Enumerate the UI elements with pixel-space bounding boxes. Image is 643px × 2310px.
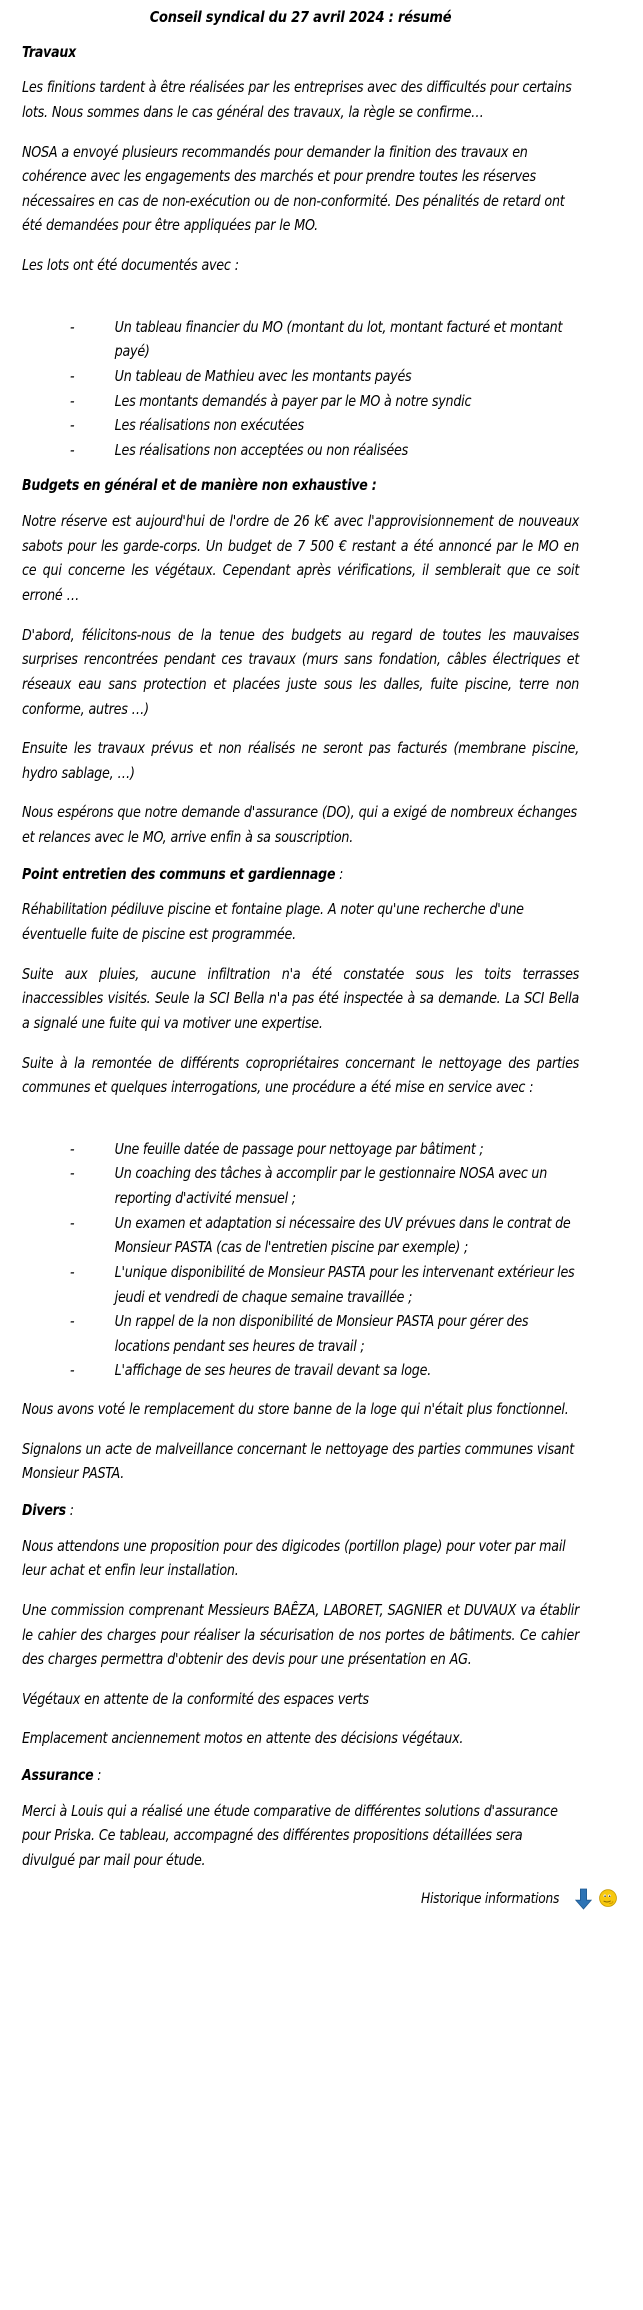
list-item-text: Un tableau de Mathieu avec les montants payés [114, 366, 412, 385]
list-item-text: Une feuille datée de passage pour nettoyage par bâtiment ; [114, 1139, 484, 1158]
document-section [22, 865, 621, 1486]
list-item-text: Les montants demandés à payer par le MO à notre syndic [114, 391, 472, 410]
paragraph: Nous espérons que notre demande d'assurance (DO), qui a exigé de nombreux échanges et relances avec le MO, arrive enfin à sa souscription. [22, 803, 577, 847]
paragraph: Les lots ont été documentés avec : [22, 256, 239, 275]
list-item-text: Les réalisations non acceptées ou non réalisées [114, 440, 408, 459]
paragraph: Une commission comprenant Messieurs BAÊZA, LABORET, SAGNIER et DUVAUX va établir le cahier des charges pour réaliser la sécurisation de nos portes de bâtiments. Ce cahier des charges permettra d'obtenir des devis pour une présentation en AG. [22, 1600, 580, 1669]
list-item-text: L'affichage de ses heures de travail devant sa loge. [114, 1361, 432, 1380]
paragraph: Suite aux pluies, aucune infiltration n'a été constatée sous les toits terrasses inaccessibles visités. Seule la SCI Bella n'a pas été inspectée à sa demande. La SCI Bella a signalé une fuite qui va motiver une expertise. [22, 964, 580, 1032]
list-bullet-dash: - [70, 1262, 75, 1281]
list-spacer [22, 1115, 621, 1137]
list-item [70, 438, 582, 463]
section-heading [22, 43, 579, 62]
list-bullet-dash: - [70, 1164, 75, 1183]
list-spacer [22, 293, 621, 315]
list-item-text: Un coaching des tâches à accomplir par le gestionnaire NOSA avec un reporting d'activité mensuel ; [114, 1164, 548, 1208]
document-section [22, 1766, 621, 1873]
list-bullet-dash: - [70, 440, 75, 459]
list-bullet-dash: - [70, 1139, 75, 1158]
list-item [70, 389, 582, 414]
list-item [70, 364, 582, 389]
list-item [70, 1137, 582, 1162]
list-item [70, 1161, 582, 1210]
section-heading-colon: : [335, 864, 344, 883]
list-item-text: L'unique disponibilité de Monsieur PASTA pour les intervenant extérieur les jeudi et vendredi de chaque semaine travaillée ; [114, 1262, 575, 1306]
document-section [22, 476, 621, 849]
list-bullet-dash: - [70, 1361, 75, 1380]
footer-label: Historique informations [421, 1890, 560, 1908]
paragraph: D'abord, félicitons-nous de la tenue des budgets au regard de toutes les mauvaises surprises rencontrées pendant ces travaux (murs sans fondation, câbles électriques et réseaux eau sans protection et placées juste sous les dalles, fuite piscine, terre non conforme, autres …) [22, 625, 580, 718]
list-item-text: Un examen et adaptation si nécessaire des UV prévues dans le contrat de Monsieur PASTA (cas de l'entretien piscine par exemple) ; [114, 1213, 571, 1257]
list-item [70, 1260, 582, 1309]
section-heading-text: Travaux [22, 42, 77, 61]
section-heading [22, 476, 579, 495]
list-item [70, 413, 582, 438]
paragraph: NOSA a envoyé plusieurs recommandés pour demander la finition des travaux en cohérence avec les engagements des marchés et pour prendre toutes les réserves nécessaires en cas de non-exécution ou de non-conformité. Des pénalités de retard ont été demandées pour être appliquées par le MO. [22, 142, 565, 235]
paragraph: Les finitions tardent à être réalisées par les entreprises avec des difficultés pour certains lots. Nous sommes dans le cas général des travaux, la règle se confirme… [22, 78, 572, 121]
paragraph: Emplacement anciennement motos en attente des décisions végétaux. [22, 1729, 464, 1748]
page-title: Conseil syndical du 27 avril 2024 : résumé [149, 8, 452, 26]
list-bullet-dash: - [70, 366, 75, 385]
document-body [22, 43, 621, 1873]
footer-historique-informations[interactable] [22, 1888, 621, 1910]
list-item [70, 1211, 582, 1260]
list-item-text: Les réalisations non exécutées [114, 416, 304, 435]
list-item-text: Un rappel de la non disponibilité de Monsieur PASTA pour gérer des locations pendant ses heures de travail ; [114, 1312, 529, 1355]
list-bullet-dash: - [70, 317, 75, 336]
section-heading-colon: : [93, 1766, 102, 1785]
document-section [22, 43, 621, 463]
paragraph: Suite à la remontée de différents copropriétaires concernant le nettoyage des parties communes et quelques interrogations, une procédure a été mise en service avec : [22, 1053, 580, 1097]
list-item [70, 1358, 582, 1383]
section-heading-text: Assurance [22, 1766, 94, 1785]
paragraph: Nous avons voté le remplacement du store banne de la loge qui n'était plus fonctionnel. [22, 1400, 569, 1419]
paragraph: Notre réserve est aujourd'hui de l'ordre de 26 k€ avec l'approvisionnement de nouveaux sabots pour les garde-corps. Un budget de 7 500 € restant a été annoncé par le MO en ce qui concerne les végétaux. Cependant après vérifications, il semblerait que ce soit erroné … [22, 512, 580, 605]
down-arrow-icon [575, 1888, 592, 1910]
document-section [22, 1501, 621, 1751]
dash-list [70, 1137, 582, 1383]
list-bullet-dash: - [70, 1312, 75, 1331]
section-heading-text: Point entretien des communs et gardiennage [22, 864, 336, 883]
list-item [70, 1309, 582, 1358]
section-heading [22, 1766, 579, 1785]
section-heading-colon: : [65, 1500, 74, 1519]
section-heading-text: Budgets en général et de manière non exhaustive : [22, 476, 377, 495]
paragraph: Merci à Louis qui a réalisé une étude comparative de différentes solutions d'assurance pour Priska. Ce tableau, accompagné des différentes propositions détaillées sera divulgué par mail pour étude. [22, 1801, 558, 1870]
list-bullet-dash: - [70, 416, 75, 435]
list-bullet-dash: - [70, 391, 75, 410]
thinking-face-emoji [597, 1888, 619, 1910]
list-item [70, 315, 582, 364]
paragraph: Nous attendons une proposition pour des digicodes (portillon plage) pour voter par mail leur achat et enfin leur installation. [22, 1536, 566, 1580]
paragraph: Signalons un acte de malveillance concernant le nettoyage des parties communes visant Monsieur PASTA. [22, 1439, 575, 1483]
paragraph: Réhabilitation pédiluve piscine et fontaine plage. A noter qu'une recherche d'une éventuelle fuite de piscine est programmée. [22, 900, 524, 944]
section-heading [22, 1501, 579, 1520]
paragraph: Végétaux en attente de la conformité des espaces verts [22, 1689, 369, 1708]
list-bullet-dash: - [70, 1213, 75, 1232]
section-heading-text: Divers [22, 1500, 66, 1519]
list-item-text: Un tableau financier du MO (montant du lot, montant facturé et montant payé) [114, 317, 563, 361]
paragraph: Ensuite les travaux prévus et non réalisés ne seront pas facturés (membrane piscine, hydro sablage, …) [22, 739, 580, 782]
section-heading [22, 865, 579, 884]
dash-list [70, 315, 582, 463]
